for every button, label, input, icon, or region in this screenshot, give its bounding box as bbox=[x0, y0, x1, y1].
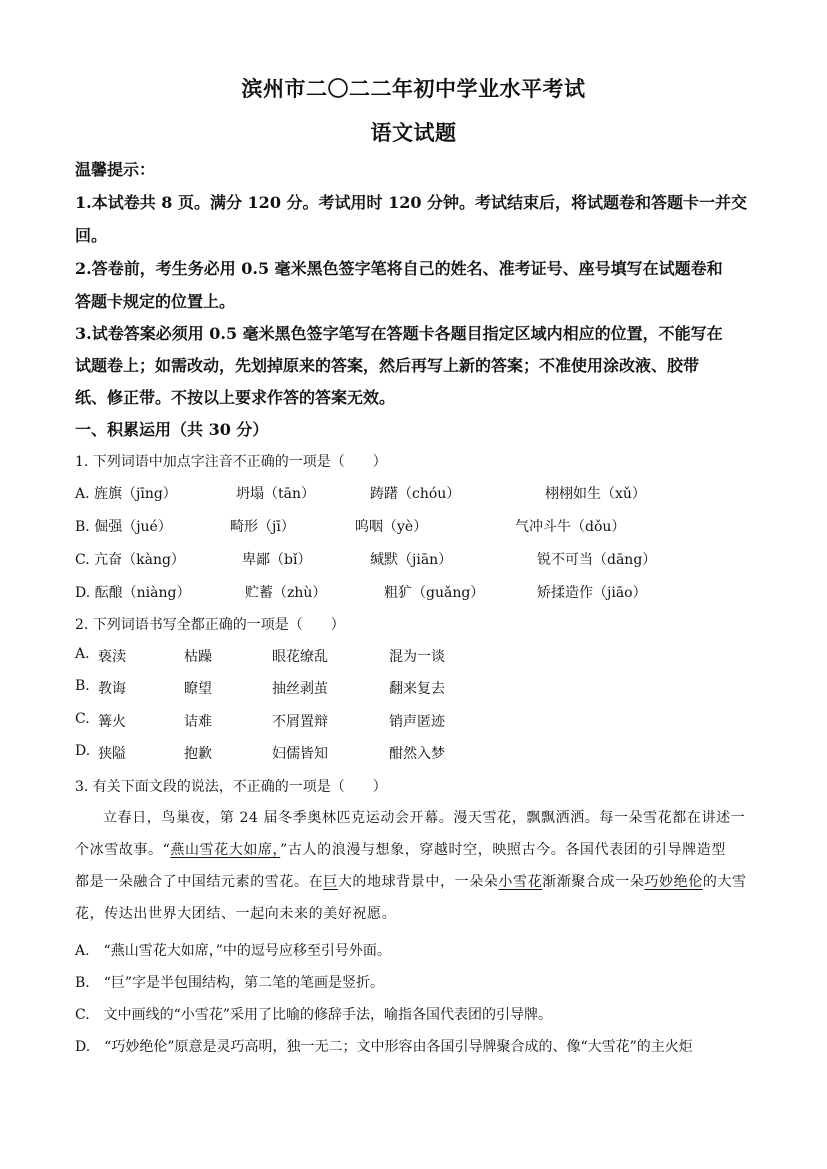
q3-option-c: C. 文中画线的“小雪花”采用了比喻的修辞手法，喻指各国代表团的引导牌。 bbox=[75, 1007, 552, 1023]
question-1-stem: 1. 下列词语中加点字注音不正确的一项是（ ） bbox=[75, 454, 387, 470]
q3-option-d: D. “巧妙绝伦”原意是灵巧高明，独一无二；文中形容由各国引导牌聚合成的、像“大雪花”的主火炬 bbox=[75, 1039, 693, 1055]
q2-option-a: A. bbox=[75, 646, 90, 662]
underlined-text: 巨 bbox=[323, 874, 338, 890]
q1-option-c: C. 亢奋（kàng） bbox=[75, 552, 185, 568]
q1-option-d: D. 酝酿（niàng） bbox=[75, 585, 191, 601]
q2-option-b-word: 教诲 bbox=[98, 681, 126, 697]
passage-text: 的大雪 bbox=[702, 874, 747, 890]
q2-option-c-word: 销声匿迹 bbox=[389, 714, 445, 730]
q1-option-a-word: 坍塌（tān） bbox=[236, 486, 315, 502]
q3-passage bbox=[75, 802, 755, 930]
q2-option-d-word: 妇儒皆知 bbox=[272, 746, 328, 762]
passage-line: 立春日，鸟巢夜，第 24 届冬季奥林匹克运动会开幕。漫天雪花，飘飘洒洒。每一朵雪花都在讲述一 bbox=[103, 810, 746, 826]
q1-option-a-word: 栩栩如生（xǔ） bbox=[545, 486, 646, 502]
underlined-text: 燕山雪花大如席， bbox=[170, 842, 281, 858]
q2-option-c-word: 篝火 bbox=[98, 714, 126, 730]
notice-heading: 温馨提示： bbox=[75, 160, 156, 179]
notice-line: 3.试卷答案必须用 0.5 毫米黑色签字笔写在答题卡各题目指定区域内相应的位置，不能写在 bbox=[75, 324, 723, 343]
page-title: 滨州市二〇二二年初中学业水平考试 bbox=[241, 76, 586, 101]
q2-option-b-word: 抽丝剥茧 bbox=[272, 681, 328, 697]
q1-option-d-word: 矫揉造作（jiāo） bbox=[537, 585, 647, 601]
underlined-text: 巧妙绝伦 bbox=[644, 874, 703, 890]
notice-line: 答题卡规定的位置上。 bbox=[75, 292, 236, 311]
passage-text: ”古人的浪漫与想象，穿越时空，映照古今。各国代表团的引导牌造型 bbox=[280, 842, 726, 858]
q1-option-a: A. 旌旗（jīng） bbox=[75, 486, 177, 502]
q2-option-a-word: 混为一谈 bbox=[389, 649, 445, 665]
passage-line bbox=[75, 866, 755, 898]
notice-line: 1.本试卷共 8 页。满分 120 分。考试用时 120 分钟。考试结束后，将试题卷和答题卡一并交 bbox=[75, 193, 748, 212]
question-2-stem: 2. 下列词语书写全都正确的一项是（ ） bbox=[75, 617, 345, 633]
q2-option-b: B. bbox=[75, 678, 90, 694]
passage-line bbox=[75, 834, 755, 866]
notice-line: 试题卷上；如需改动，先划掉原来的答案，然后再写上新的答案；不准使用涂改液、胶带 bbox=[75, 356, 700, 375]
q2-option-d-word: 狭隘 bbox=[98, 746, 126, 762]
q2-option-b-word: 翻来复去 bbox=[389, 681, 445, 697]
notice-line: 纸、修正带。不按以上要求作答的答案无效。 bbox=[75, 388, 396, 407]
section-heading: 一、积累运用（共 30 分） bbox=[75, 420, 269, 439]
q2-option-c-word: 诘难 bbox=[184, 714, 212, 730]
q2-option-b-word: 瞭望 bbox=[184, 681, 212, 697]
q1-option-c-word: 锐不可当（dāng） bbox=[537, 552, 657, 568]
passage-line: 花，传达出世界大团结、一起向未来的美好祝愿。 bbox=[75, 906, 397, 922]
underlined-text: 小雪花 bbox=[498, 874, 543, 890]
q2-option-a-word: 眼花缭乱 bbox=[272, 649, 328, 665]
page-subtitle: 语文试题 bbox=[370, 120, 457, 145]
q2-option-a-word: 枯躁 bbox=[184, 649, 212, 665]
passage-text: 个冰雪故事。“ bbox=[75, 842, 171, 858]
q2-option-d-word: 抱歉 bbox=[184, 746, 212, 762]
q1-option-c-word: 缄默（jiān） bbox=[370, 552, 453, 568]
q2-option-c: C. bbox=[75, 711, 90, 727]
q3-option-b: B. “巨”字是半包围结构，第二笔的笔画是竖折。 bbox=[75, 975, 385, 991]
passage-text: 渐渐聚合成一朵 bbox=[542, 874, 645, 890]
q2-option-a-word: 亵渎 bbox=[98, 649, 126, 665]
q1-option-d-word: 粗犷（guǎng） bbox=[384, 585, 485, 601]
q1-option-c-word: 卑鄙（bǐ） bbox=[242, 552, 312, 568]
q2-option-d-word: 酣然入梦 bbox=[389, 746, 445, 762]
passage-text: 大的地球背景中，一朵朵 bbox=[337, 874, 499, 890]
q1-option-b-word: 呜咽（yè） bbox=[355, 519, 428, 535]
q1-option-d-word: 贮蓄（zhù） bbox=[245, 585, 327, 601]
q2-option-c-word: 不屑置辩 bbox=[272, 714, 328, 730]
q1-option-b: B. 倔强（jué） bbox=[75, 519, 172, 535]
question-3-stem: 3. 有关下面文段的说法，不正确的一项是（ ） bbox=[75, 779, 387, 795]
q1-option-b-word: 气冲斗牛（dǒu） bbox=[515, 519, 626, 535]
q3-option-a: A. “燕山雪花大如席，”中的逗号应移至引号外面。 bbox=[75, 943, 391, 959]
passage-text: 都是一朵融合了中国结元素的雪花。在 bbox=[75, 874, 324, 890]
q2-option-d: D. bbox=[75, 743, 91, 759]
notice-line: 2.答卷前，考生务必用 0.5 毫米黑色签字笔将自己的姓名、准考证号、座号填写在试题卷和 bbox=[75, 259, 723, 278]
notice-line: 回。 bbox=[75, 226, 108, 245]
q1-option-a-word: 踌躇（chóu） bbox=[370, 486, 461, 502]
q1-option-b-word: 畸形（jī） bbox=[230, 519, 295, 535]
